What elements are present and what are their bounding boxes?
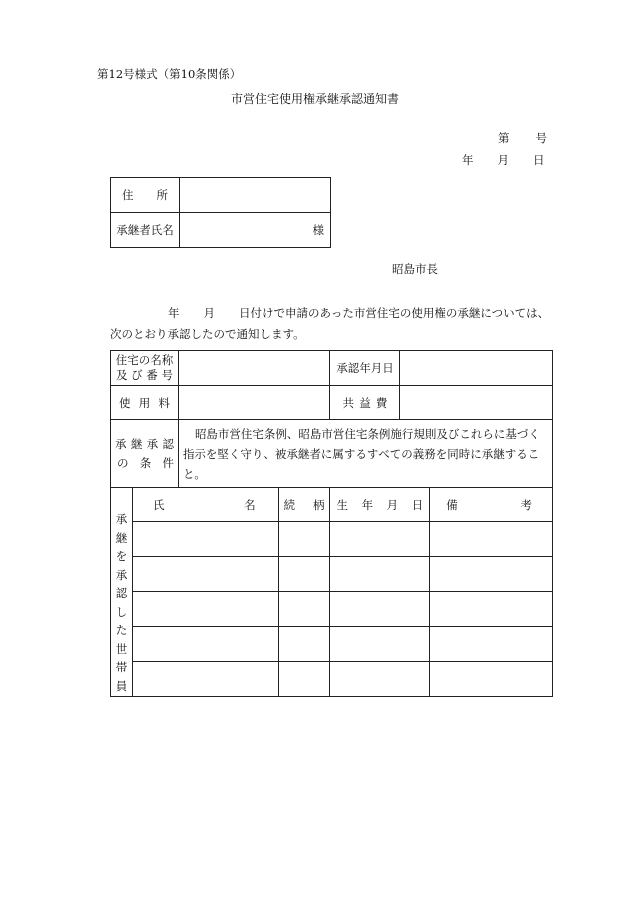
honorific: 様 <box>312 223 324 237</box>
table-row <box>111 627 553 662</box>
approval-date-label: 承認年月日 <box>330 351 400 386</box>
rent-field[interactable] <box>178 386 330 420</box>
rent-label: 使 用 料 <box>111 386 179 420</box>
member-name-cell[interactable] <box>132 592 278 627</box>
col-remarks-header: 備 考 <box>430 488 553 522</box>
member-relation-cell[interactable] <box>278 522 330 557</box>
member-relation-cell[interactable] <box>278 557 330 592</box>
member-relation-cell[interactable] <box>278 592 330 627</box>
member-name-cell[interactable] <box>132 627 278 662</box>
member-relation-cell[interactable] <box>278 627 330 662</box>
number-dai: 第 <box>498 131 510 145</box>
body-month: 月 <box>203 306 215 320</box>
address-field[interactable] <box>180 178 331 213</box>
housing-name-field[interactable] <box>178 351 330 386</box>
common-fee-field[interactable] <box>400 386 553 420</box>
body-text <box>110 303 560 345</box>
member-remarks-cell[interactable] <box>430 522 553 557</box>
member-birth-cell[interactable] <box>330 592 430 627</box>
col-birth-header: 生 年 月 日 <box>330 488 430 522</box>
document-title: 市営住宅使用権承継承認通知書 <box>230 92 399 106</box>
col-name-header: 氏 名 <box>132 488 278 522</box>
member-birth-cell[interactable] <box>330 557 430 592</box>
housing-name-label: 住宅の名称 及 び 番 号 <box>111 351 179 386</box>
table-row <box>111 662 553 697</box>
member-birth-cell[interactable] <box>330 522 430 557</box>
issuer: 昭島市長 <box>392 262 438 276</box>
condition-label: 承 継 承 認 の 条 件 <box>111 420 179 488</box>
member-remarks-cell[interactable] <box>430 662 553 697</box>
condition-text: 昭島市営住宅条例、昭島市営住宅条例施行規則及びこれらに基づく指示を堅く守り、被承継者に属するすべての義務を同時に承継すること。 <box>178 420 552 488</box>
member-name-cell[interactable] <box>132 522 278 557</box>
body-rest: 日付けで申請のあった市営住宅の使用権の承継については、次のとおり承認したので通知します。 <box>110 306 550 341</box>
member-name-cell[interactable] <box>132 662 278 697</box>
member-remarks-cell[interactable] <box>430 557 553 592</box>
table-row <box>111 592 553 627</box>
document-number-line <box>498 130 547 146</box>
col-relation-header: 続 柄 <box>278 488 330 522</box>
table-row <box>111 557 553 592</box>
approval-table <box>110 350 553 697</box>
member-remarks-cell[interactable] <box>430 592 553 627</box>
household-members-label: 承 継 を 承 認 し た 世 帯 員 <box>111 488 133 697</box>
address-label: 住 所 <box>111 178 180 213</box>
date-year: 年 <box>462 153 474 167</box>
member-birth-cell[interactable] <box>330 627 430 662</box>
approval-date-field[interactable] <box>400 351 553 386</box>
document-date-line <box>462 152 545 168</box>
recipient-table <box>110 177 331 248</box>
number-go: 号 <box>535 131 547 145</box>
member-name-cell[interactable] <box>132 557 278 592</box>
member-birth-cell[interactable] <box>330 662 430 697</box>
body-year: 年 <box>168 306 180 320</box>
successor-name-label: 承継者氏名 <box>111 213 180 248</box>
date-month: 月 <box>497 153 509 167</box>
form-number: 第12号様式（第10条関係） <box>97 67 242 81</box>
common-fee-label: 共 益 費 <box>330 386 400 420</box>
member-relation-cell[interactable] <box>278 662 330 697</box>
member-remarks-cell[interactable] <box>430 627 553 662</box>
date-day: 日 <box>533 153 545 167</box>
successor-name-field[interactable] <box>180 213 331 248</box>
table-row <box>111 522 553 557</box>
